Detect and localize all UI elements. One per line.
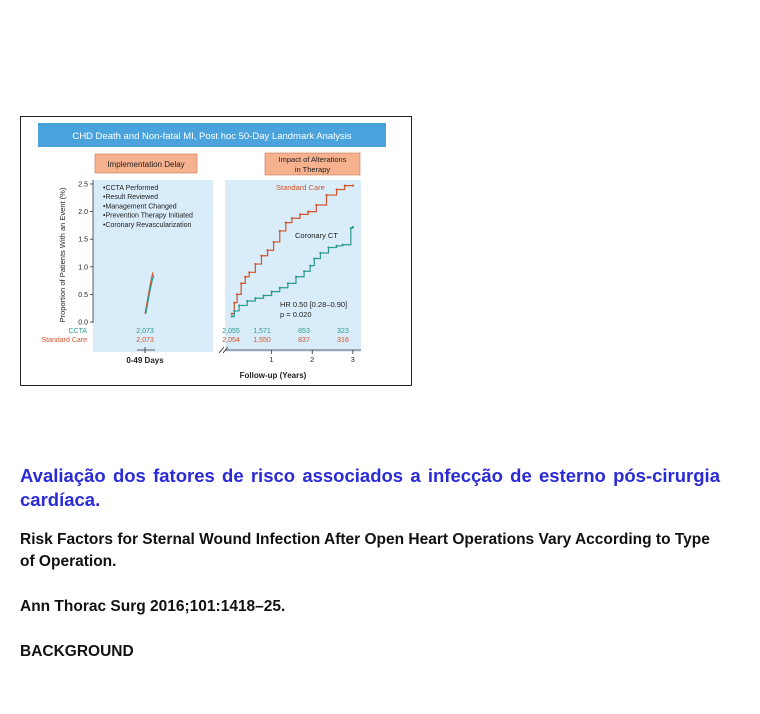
series-point bbox=[271, 291, 273, 293]
x-axis-label: Follow-up (Years) bbox=[239, 371, 307, 380]
series-point bbox=[319, 252, 321, 254]
series-point bbox=[262, 294, 264, 296]
series-point bbox=[233, 302, 235, 304]
bullet-item: •Coronary Revascularization bbox=[103, 221, 192, 229]
series-point bbox=[273, 241, 275, 243]
figure-frame bbox=[20, 116, 412, 386]
series-point bbox=[291, 217, 293, 219]
series-point bbox=[303, 270, 305, 272]
x-tick-label: 3 bbox=[350, 357, 355, 364]
y-axis-label: Proportion of Patients With an Event (%) bbox=[58, 187, 67, 323]
series-point bbox=[285, 222, 287, 224]
y-tick-label: 2.0 bbox=[78, 209, 88, 217]
section-heading: BACKGROUND bbox=[20, 643, 134, 660]
document-title: Avaliação dos fatores de risco associados a infecção de esterno pós-cirurgia cardíaca. bbox=[20, 465, 720, 510]
y-tick-label: 2.5 bbox=[78, 181, 88, 189]
document-subtitle: Risk Factors for Sternal Wound Infection After Open Heart Operations Vary According to Type of Operation. bbox=[20, 531, 710, 570]
y-tick-label: 1.0 bbox=[78, 264, 88, 272]
series-point bbox=[336, 188, 338, 190]
series-point bbox=[344, 185, 346, 187]
series-point bbox=[352, 185, 354, 187]
series-point bbox=[342, 244, 344, 246]
at-risk-value: 1,550 bbox=[253, 337, 271, 344]
series-point bbox=[350, 227, 352, 229]
impact-therapy-label-line2: in Therapy bbox=[294, 165, 331, 174]
series-point bbox=[313, 257, 315, 259]
series-point bbox=[248, 271, 250, 273]
series-point bbox=[246, 300, 248, 302]
bullet-item: •Prevention Therapy Initiated bbox=[103, 212, 193, 220]
series-point bbox=[260, 255, 262, 257]
series-label-coronary-ct: Coronary CT bbox=[295, 231, 338, 240]
series-point bbox=[279, 230, 281, 232]
document-citation: Ann Thorac Surg 2016;101:1418–25. bbox=[20, 598, 286, 615]
hazard-ratio-annotation: HR 0.50 [0.28–0.90] bbox=[280, 300, 348, 309]
early-axis-label: 0-49 Days bbox=[126, 356, 164, 365]
y-tick-label: 0.5 bbox=[78, 291, 88, 299]
series-point bbox=[309, 265, 311, 267]
at-risk-value: 2,055 bbox=[222, 328, 240, 335]
series-point bbox=[244, 276, 246, 278]
at-risk-value: 853 bbox=[298, 328, 310, 335]
series-point bbox=[287, 282, 289, 284]
p-value-annotation: p = 0.020 bbox=[280, 310, 312, 319]
y-tick-label: 0.0 bbox=[78, 319, 88, 327]
at-risk-value: 2,054 bbox=[222, 337, 240, 344]
series-point bbox=[254, 263, 256, 265]
bullet-item: •Result Reviewed bbox=[103, 194, 158, 202]
series-point bbox=[254, 297, 256, 299]
series-point bbox=[231, 313, 233, 315]
series-label-standard-care: Standard Care bbox=[276, 183, 325, 192]
series-point bbox=[233, 310, 235, 312]
x-tick-label: 1 bbox=[269, 357, 274, 364]
series-point bbox=[279, 287, 281, 289]
kaplan-meier-chart bbox=[21, 117, 413, 387]
series-point bbox=[327, 246, 329, 248]
at-risk-value: 1,571 bbox=[253, 328, 271, 335]
series-point bbox=[315, 204, 317, 206]
x-tick-label: 2 bbox=[310, 357, 315, 364]
at-risk-early-value: 2,073 bbox=[136, 328, 154, 335]
at-risk-early-value: 2,073 bbox=[136, 337, 154, 344]
impact-therapy-label-line1: Impact of Alterations bbox=[278, 155, 347, 164]
series-point bbox=[325, 194, 327, 196]
series-point bbox=[236, 293, 238, 295]
series-point bbox=[336, 245, 338, 247]
y-tick-group bbox=[78, 182, 93, 327]
series-point bbox=[299, 213, 301, 215]
implementation-delay-label: Implementation Delay bbox=[107, 160, 185, 169]
at-risk-group-label: Standard Care bbox=[41, 337, 87, 344]
at-risk-group-label: CCTA bbox=[68, 328, 87, 335]
at-risk-value: 316 bbox=[337, 337, 349, 344]
landmark-period-background bbox=[225, 180, 361, 352]
series-point bbox=[266, 249, 268, 251]
bullet-item: •CCTA Performed bbox=[103, 185, 159, 192]
y-tick-label: 1.5 bbox=[78, 236, 88, 244]
series-point bbox=[238, 304, 240, 306]
bullet-item: •Management Changed bbox=[103, 203, 177, 211]
chart-title: CHD Death and Non-fatal MI, Post hoc 50-Day Landmark Analysis bbox=[72, 131, 352, 142]
series-point bbox=[307, 211, 309, 213]
series-point bbox=[352, 226, 354, 228]
at-risk-value: 323 bbox=[337, 328, 349, 335]
series-point bbox=[295, 276, 297, 278]
series-point bbox=[240, 282, 242, 284]
at-risk-value: 837 bbox=[298, 337, 310, 344]
series-point bbox=[231, 315, 233, 317]
